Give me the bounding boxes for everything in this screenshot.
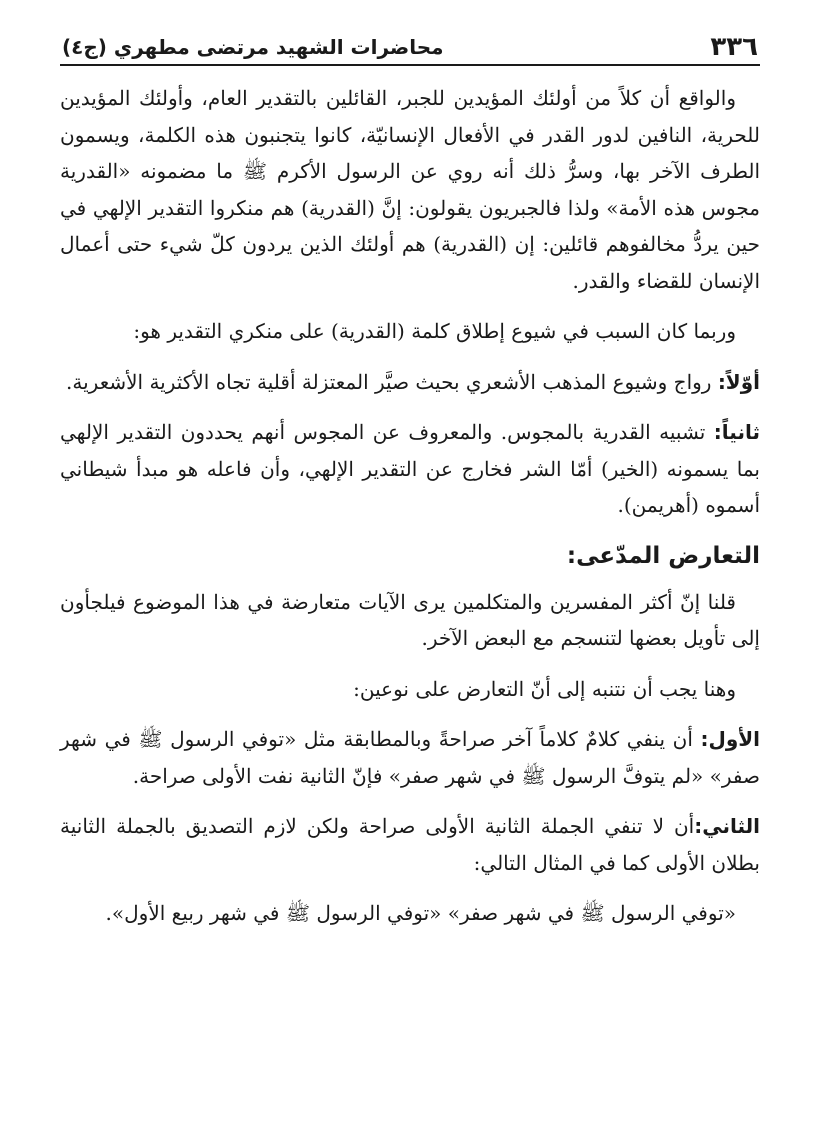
- paragraph-7: [60, 721, 760, 794]
- page-number: ٣٣٦: [710, 32, 758, 62]
- paragraph-7-text: أن ينفي كلامٌ كلاماً آخر صراحةً وبالمطابقة مثل «توفي الرسول ﷺ في شهر صفر» «لم يتوفَّ الرسول ﷺ في شهر صفر» فإنّ الثانية نفت الأولى صراحة.: [60, 727, 760, 788]
- type-label-first: الأول:: [700, 727, 760, 751]
- paragraph-9: «توفي الرسول ﷺ في شهر صفر» «توفي الرسول ﷺ في شهر ربيع الأول».: [105, 901, 736, 925]
- point-label-first: أوّلاً:: [717, 369, 760, 394]
- paragraph-4-text: تشبيه القدرية بالمجوس. والمعروف عن المجوس أنهم يحددون التقدير الإلهي بما يسمونه (الخير) أمّا الشر فخارج عن التقدير الإلهي، وأن فاعله هو مبدأ شيطاني أسموه (أهريمن).: [60, 420, 760, 517]
- paragraph-6: وهنا يجب أن نتنبه إلى أنّ التعارض على نوعين:: [353, 676, 736, 701]
- book-page: [60, 22, 760, 946]
- paragraph-8-text: أن لا تنفي الجملة الثانية الأولى صراحة ولكن لازم التصديق بالجملة الثانية بطلان الأولى كما في المثال التالي:: [60, 814, 760, 875]
- type-label-second: الثاني:: [694, 814, 760, 838]
- paragraph-3-text: رواج وشيوع المذهب الأشعري بحيث صيَّر المعتزلة أقلية تجاه الأكثرية الأشعرية.: [66, 369, 718, 394]
- paragraph-3: [60, 364, 760, 401]
- page-body: [60, 66, 760, 932]
- paragraph-2: وربما كان السبب في شيوع إطلاق كلمة (القدرية) على منكري التقدير هو:: [133, 319, 736, 343]
- paragraph-8: [60, 808, 760, 881]
- paragraph-4: [60, 414, 760, 524]
- paragraph-1: والواقع أن كلاً من أولئك المؤيدين للجبر، القائلين بالتقدير العام، وأولئك المؤيدين للحرية، النافين لدور القدر في الأفعال الإنسانيّة، كانوا يتجنبون هذه الكلمة، ويسمون الطرف الآخر بها، وسرُّ ذلك أنه روي عن الرسول الأكرم ﷺ ما مضمونه «القدرية مجوس هذه الأمة» ولذا فالجبريون يقولون: إنَّ (القدرية) هم منكروا التقدير الإلهي في حين يردُّ مخالفوهم قائلين: إن (القدرية) هم أولئك الذين يردون كلّ شيء حتى أعمال الإنسان للقضاء والقدر.: [60, 86, 760, 293]
- point-label-second: ثانياً:: [713, 420, 760, 444]
- page-header: [60, 22, 760, 66]
- paragraph-5: قلنا إنّ أكثر المفسرين والمتكلمين يرى الآيات متعارضة في هذا الموضوع فيلجأون إلى تأويل بعضها لتنسجم مع البعض الآخر.: [60, 589, 760, 650]
- running-title: محاضرات الشهيد مرتضى مطهري (ج٤): [62, 35, 444, 59]
- section-heading: التعارض المدّعى:: [566, 542, 760, 569]
